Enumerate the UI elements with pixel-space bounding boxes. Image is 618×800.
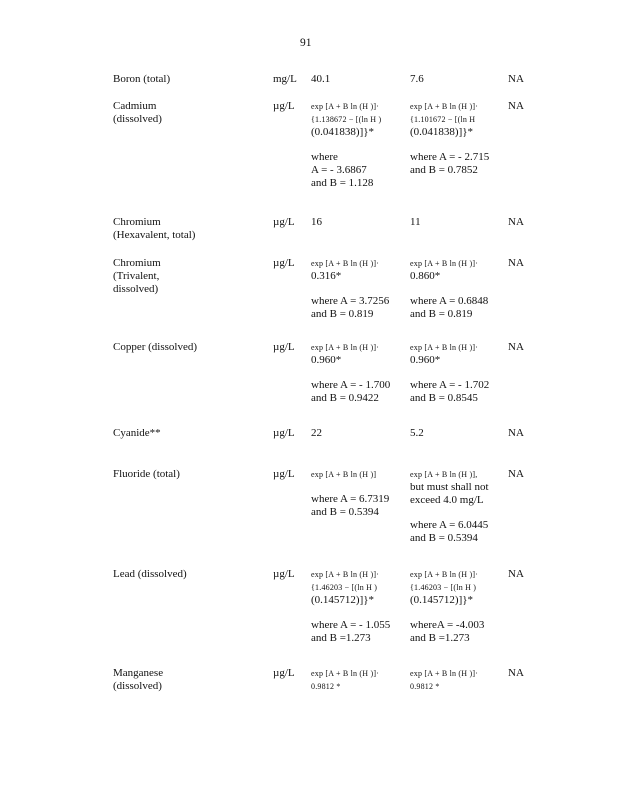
parameter-name-line: (Trivalent, bbox=[113, 270, 160, 282]
acute-criterion-cell bbox=[311, 257, 403, 321]
unit-cell: µg/L bbox=[273, 216, 295, 228]
criterion-line: where A = - 2.715 bbox=[410, 151, 490, 163]
spacer bbox=[311, 283, 403, 295]
formula-line: {1.101672 − [(ln H bbox=[410, 115, 476, 124]
na-cell: NA bbox=[508, 341, 524, 353]
criterion-line: and B = 0.5394 bbox=[410, 532, 478, 544]
criterion-line: 7.6 bbox=[410, 73, 424, 85]
criterion-line: 0.860* bbox=[410, 270, 441, 282]
parameter-name bbox=[113, 216, 263, 242]
spacer bbox=[410, 283, 508, 295]
page-number: 91 bbox=[300, 37, 312, 49]
parameter-name-line: Cyanide** bbox=[113, 427, 161, 439]
criterion-line: whereA = -4.003 bbox=[410, 619, 485, 631]
criterion-line: but must shall not bbox=[410, 481, 489, 493]
formula-line: {1.46203 − [(ln H ) bbox=[410, 583, 477, 592]
criterion-line: and B = 0.5394 bbox=[311, 506, 379, 518]
formula-line: exp [A + B ln (H )]· bbox=[410, 343, 479, 352]
parameter-name bbox=[113, 100, 263, 126]
unit-cell: µg/L bbox=[273, 468, 295, 480]
parameter-name-line: Cadmium bbox=[113, 100, 157, 112]
parameter-name-line: dissolved) bbox=[113, 283, 159, 295]
na-cell: NA bbox=[508, 468, 524, 480]
spacer bbox=[311, 607, 403, 619]
criterion-line: (0.041838)]}* bbox=[311, 126, 375, 138]
chronic-criterion-cell bbox=[410, 73, 508, 86]
spacer bbox=[410, 507, 508, 519]
chronic-criterion-cell bbox=[410, 427, 508, 440]
criterion-line: where A = - 1.700 bbox=[311, 379, 391, 391]
na-cell: NA bbox=[508, 568, 524, 580]
formula-line: exp [A + B ln (H )]· bbox=[311, 343, 380, 352]
acute-criterion-cell bbox=[311, 341, 403, 405]
unit-cell: µg/L bbox=[273, 341, 295, 353]
chronic-criterion-cell bbox=[410, 257, 508, 321]
criterion-line: 0.960* bbox=[311, 354, 342, 366]
criterion-line: and B = 0.8545 bbox=[410, 392, 478, 404]
chronic-criterion-cell bbox=[410, 100, 508, 177]
criterion-line: and B =1.273 bbox=[410, 632, 470, 644]
parameter-name-line: (Hexavalent, total) bbox=[113, 229, 196, 241]
criterion-line: 0.316* bbox=[311, 270, 342, 282]
criterion-line: where A = - 1.055 bbox=[311, 619, 391, 631]
criterion-line: where A = - 1.702 bbox=[410, 379, 490, 391]
na-cell: NA bbox=[508, 216, 524, 228]
spacer bbox=[311, 481, 403, 493]
criterion-line: 22 bbox=[311, 427, 322, 439]
unit-cell: µg/L bbox=[273, 568, 295, 580]
na-cell: NA bbox=[508, 257, 524, 269]
parameter-name bbox=[113, 257, 263, 296]
criterion-line: 40.1 bbox=[311, 73, 331, 85]
spacer bbox=[410, 607, 508, 619]
parameter-name-line: Copper (dissolved) bbox=[113, 341, 198, 353]
criterion-line: where A = 6.7319 bbox=[311, 493, 390, 505]
chronic-criterion-cell bbox=[410, 341, 508, 405]
chronic-criterion-cell bbox=[410, 468, 508, 545]
criterion-line: 0.960* bbox=[410, 354, 441, 366]
parameter-name-line: Lead (dissolved) bbox=[113, 568, 187, 580]
unit-cell: µg/L bbox=[273, 667, 295, 679]
criterion-line: and B = 0.819 bbox=[410, 308, 473, 320]
criterion-line: where A = 0.6848 bbox=[410, 295, 489, 307]
na-cell: NA bbox=[508, 667, 524, 679]
parameter-name bbox=[113, 468, 263, 481]
formula-line: exp [A + B ln (H )]· bbox=[410, 669, 479, 678]
na-cell: NA bbox=[508, 427, 524, 439]
unit-cell: mg/L bbox=[273, 73, 297, 85]
na-cell: NA bbox=[508, 100, 524, 112]
parameter-name-line: (dissolved) bbox=[113, 680, 162, 692]
criterion-line: 11 bbox=[410, 216, 421, 228]
formula-line: exp [A + B ln (H )]· bbox=[410, 259, 479, 268]
acute-criterion-cell bbox=[311, 468, 403, 519]
formula-line: 0.9812 * bbox=[410, 682, 440, 691]
criterion-line: and B = 0.7852 bbox=[410, 164, 478, 176]
formula-line: exp [A + B ln (H )] bbox=[311, 470, 377, 479]
acute-criterion-cell bbox=[311, 568, 403, 645]
criterion-line: where bbox=[311, 151, 338, 163]
unit-cell: µg/L bbox=[273, 427, 295, 439]
criterion-line: (0.145712)]}* bbox=[410, 594, 474, 606]
criterion-line: 5.2 bbox=[410, 427, 424, 439]
formula-line: {1.46203 − [(ln H ) bbox=[311, 583, 378, 592]
spacer bbox=[311, 139, 403, 151]
parameter-name bbox=[113, 341, 263, 354]
criterion-line: and B = 1.128 bbox=[311, 177, 374, 189]
criterion-line: A = - 3.6867 bbox=[311, 164, 367, 176]
parameter-name-line: Boron (total) bbox=[113, 73, 171, 85]
parameter-name bbox=[113, 427, 263, 440]
formula-line: exp [A + B ln (H )]· bbox=[410, 102, 479, 111]
criterion-line: (0.145712)]}* bbox=[311, 594, 375, 606]
parameter-name-line: (dissolved) bbox=[113, 113, 162, 125]
chronic-criterion-cell bbox=[410, 568, 508, 645]
chronic-criterion-cell bbox=[410, 667, 508, 693]
formula-line: exp [A + B ln (H )]· bbox=[311, 570, 380, 579]
unit-cell: µg/L bbox=[273, 100, 295, 112]
unit-cell: µg/L bbox=[273, 257, 295, 269]
spacer bbox=[410, 139, 508, 151]
criterion-line: and B = 0.9422 bbox=[311, 392, 379, 404]
formula-line: {1.138672 − [(ln H ) bbox=[311, 115, 382, 124]
criterion-line: where A = 3.7256 bbox=[311, 295, 390, 307]
formula-line: exp [A + B ln (H )]· bbox=[311, 259, 380, 268]
formula-line: exp [A + B ln (H )]· bbox=[410, 570, 479, 579]
criterion-line: and B = 0.819 bbox=[311, 308, 374, 320]
criterion-line: 16 bbox=[311, 216, 322, 228]
parameter-name-line: Manganese bbox=[113, 667, 164, 679]
chronic-criterion-cell bbox=[410, 216, 508, 229]
na-cell: NA bbox=[508, 73, 524, 85]
criterion-line: exceed 4.0 mg/L bbox=[410, 494, 484, 506]
criterion-line: and B =1.273 bbox=[311, 632, 371, 644]
parameter-name-line: Fluoride (total) bbox=[113, 468, 180, 480]
acute-criterion-cell bbox=[311, 427, 403, 440]
spacer bbox=[311, 367, 403, 379]
parameter-name-line: Chromium bbox=[113, 257, 161, 269]
formula-line: 0.9812 * bbox=[311, 682, 341, 691]
criterion-line: where A = 6.0445 bbox=[410, 519, 489, 531]
parameter-name bbox=[113, 73, 263, 86]
acute-criterion-cell bbox=[311, 667, 403, 693]
formula-line: exp [A + B ln (H )]· bbox=[311, 102, 380, 111]
spacer bbox=[410, 367, 508, 379]
formula-line: exp [A + B ln (H )]· bbox=[311, 669, 380, 678]
acute-criterion-cell bbox=[311, 216, 403, 229]
parameter-name-line: Chromium bbox=[113, 216, 161, 228]
acute-criterion-cell bbox=[311, 73, 403, 86]
formula-line: exp [A + B ln (H )], bbox=[410, 470, 478, 479]
acute-criterion-cell bbox=[311, 100, 403, 190]
parameter-name bbox=[113, 568, 263, 581]
criterion-line: (0.041838)]}* bbox=[410, 126, 474, 138]
parameter-name bbox=[113, 667, 263, 693]
